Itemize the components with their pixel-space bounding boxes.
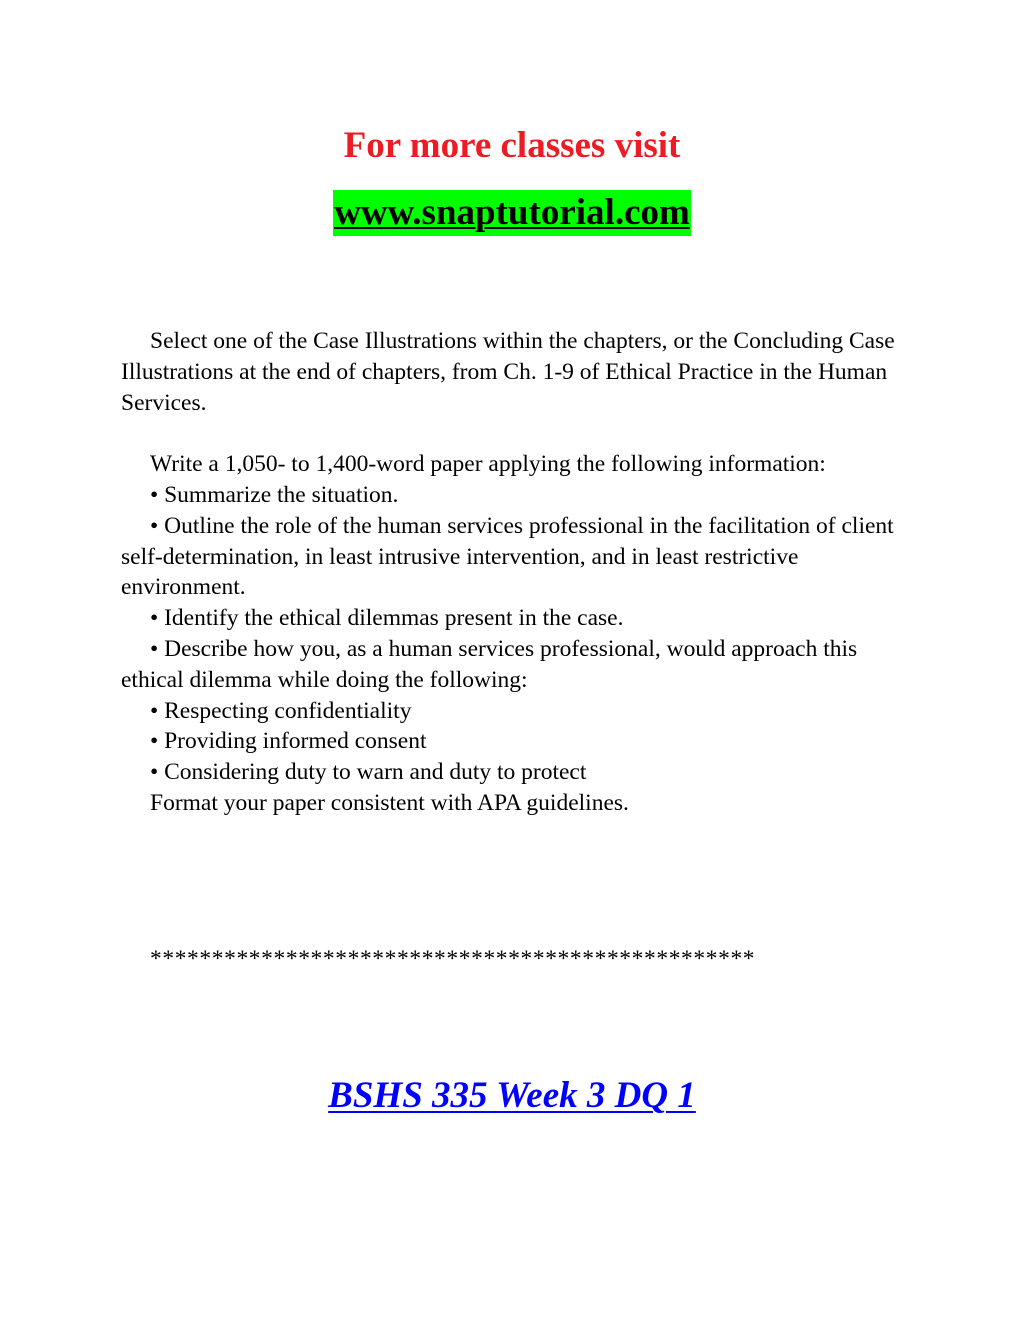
paragraph-spacer [121, 418, 911, 449]
footer-link-row [0, 1072, 1024, 1120]
intro-paragraph: Select one of the Case Illustrations within the chapters, or the Concluding Case Illustrations at the end of chapters, from Ch. 1-9 of Ethical Practice in the Human Services. [121, 328, 895, 416]
snaptutorial-link[interactable]: www.snaptutorial.com [333, 190, 691, 236]
bullet-item-describe-approach: • Describe how you, as a human services professional, would approach this ethical dilemma while doing the following: [121, 635, 858, 693]
bullet-item-confidentiality: • Respecting confidentiality [150, 697, 412, 724]
bullet-item-identify-dilemmas: • Identify the ethical dilemmas present in the case. [150, 605, 624, 632]
format-note: Format your paper consistent with APA guidelines. [150, 789, 629, 816]
promo-title: For more classes visit [343, 125, 681, 166]
assignment-body [121, 326, 911, 819]
bullet-item-duty-to-warn: • Considering duty to warn and duty to protect [150, 759, 587, 786]
assignment-paragraph: Write a 1,050- to 1,400-word paper applying the following information: [150, 451, 826, 478]
bullet-item-summarize: • Summarize the situation. [150, 481, 399, 508]
bullet-item-informed-consent: • Providing informed consent [150, 728, 427, 755]
course-link[interactable]: BSHS 335 Week 3 DQ 1 [328, 1075, 696, 1116]
bullet-item-outline-role: • Outline the role of the human services professional in the facilitation of client self-determination, in least intrusive intervention, and in least restrictive environment. [121, 512, 894, 601]
promo-link-row [0, 190, 1024, 236]
asterisk-divider: ************************************************* [150, 946, 756, 972]
